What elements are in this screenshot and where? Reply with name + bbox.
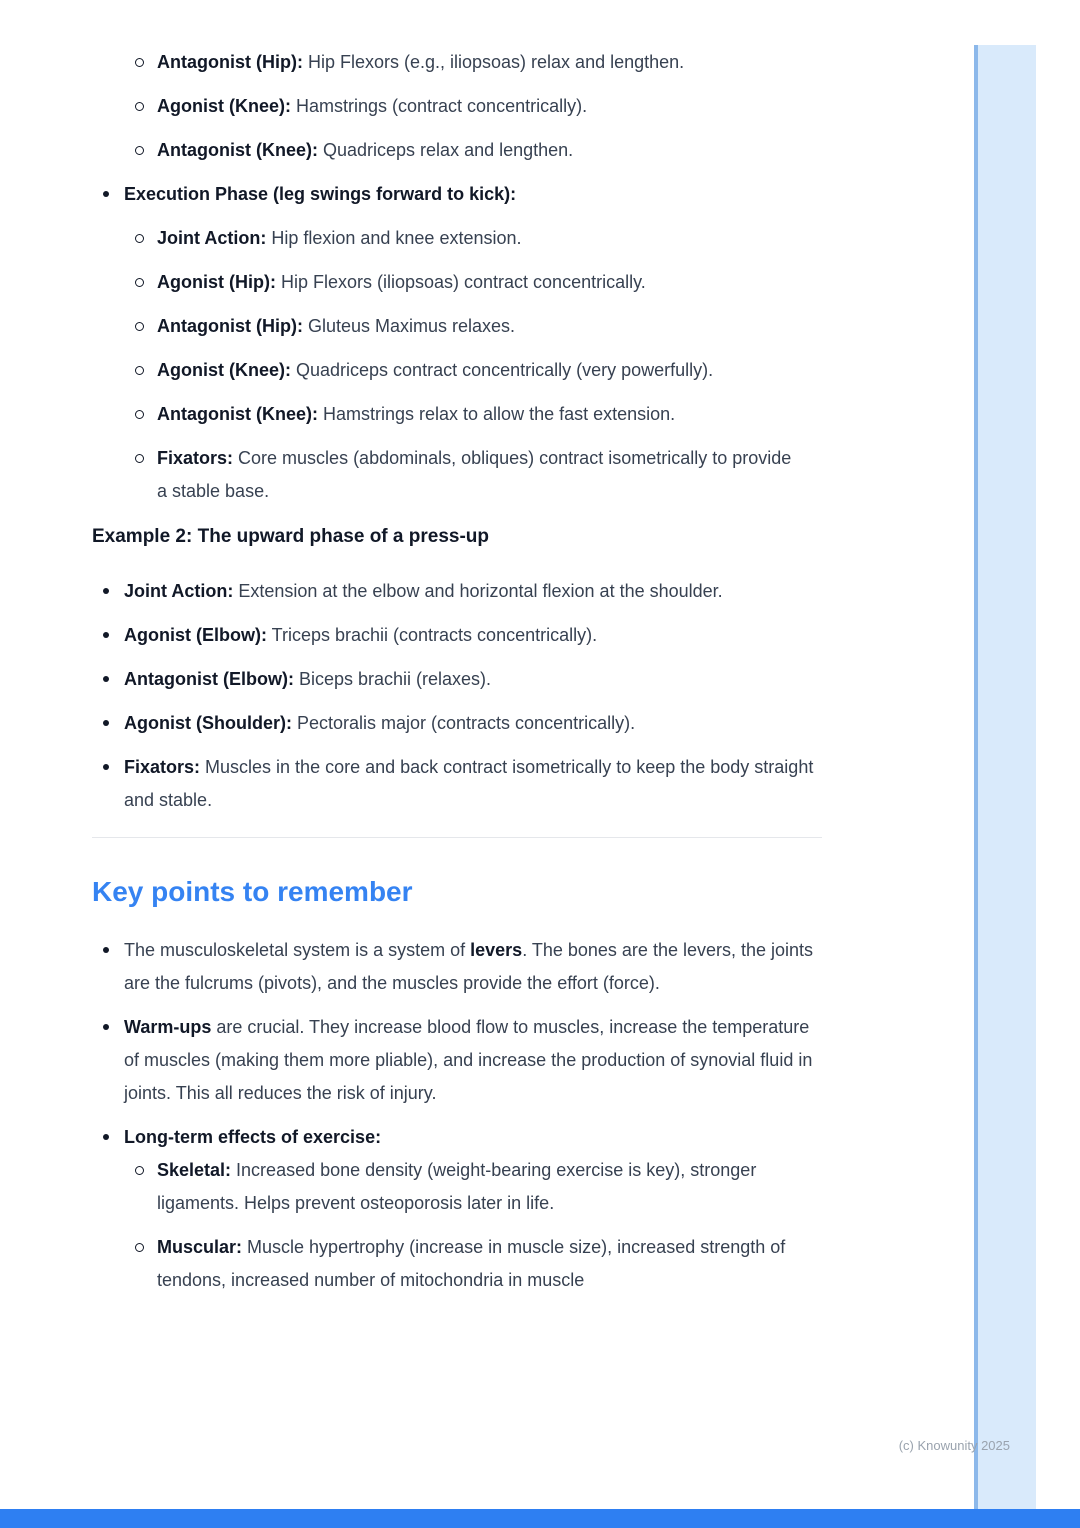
dot-bullet-icon — [92, 663, 124, 696]
item-post: Biceps brachii (relaxes). — [293, 669, 492, 689]
list-item — [134, 1154, 822, 1220]
list-item-text — [124, 619, 822, 652]
list-item — [92, 934, 822, 1000]
list-item-text — [124, 934, 822, 1000]
sub-list — [134, 222, 822, 508]
list-item — [92, 707, 822, 740]
item-post: Increased bone density (weight-bearing exercise is key), stronger ligaments. Helps prevent osteoporosis later in life. — [157, 1160, 757, 1213]
item-post: Gluteus Maximus relaxes. — [302, 316, 516, 336]
content-area — [92, 46, 822, 1308]
list-item-text — [157, 442, 822, 508]
dot-bullet-icon — [92, 1121, 124, 1154]
circle-bullet-icon — [134, 134, 157, 167]
list-item-text — [157, 310, 822, 343]
circle-bullet-icon — [134, 266, 157, 299]
item-bold: Antagonist (Hip): — [157, 52, 303, 72]
list-item — [134, 310, 822, 343]
list-item — [134, 46, 822, 79]
circle-bullet-icon — [134, 398, 157, 431]
item-post: Quadriceps contract concentrically (very powerfully). — [291, 360, 714, 380]
item-bold: Skeletal: — [157, 1160, 232, 1180]
item-post: Core muscles (abdominals, obliques) contract isometrically to provide a stable base. — [157, 448, 792, 501]
item-post: Hamstrings (contract concentrically). — [291, 96, 588, 116]
item-post: Extension at the elbow and horizontal flexion at the shoulder. — [233, 581, 723, 601]
list-item — [134, 266, 822, 299]
list-item — [134, 442, 822, 508]
item-pre: The musculoskeletal system is a system of — [124, 940, 471, 960]
item-post: Quadriceps relax and lengthen. — [318, 140, 574, 160]
circle-bullet-icon — [134, 354, 157, 387]
item-bold: Agonist (Shoulder): — [124, 713, 292, 733]
scrollbar-track[interactable] — [978, 45, 1036, 1509]
list-item-text — [157, 398, 822, 431]
item-bold: Agonist (Hip): — [157, 272, 276, 292]
section-divider — [92, 837, 822, 838]
item-bold: levers — [470, 940, 523, 960]
circle-bullet-icon — [134, 310, 157, 343]
list-item-text — [157, 134, 822, 167]
key-points-heading: Key points to remember — [92, 876, 413, 907]
example2-heading: Example 2: The upward phase of a press-up — [92, 526, 489, 547]
item-bold: Antagonist (Knee): — [157, 140, 318, 160]
dot-bullet-icon — [92, 934, 124, 1000]
item-bold: Agonist (Knee): — [157, 96, 291, 116]
example2-list — [92, 575, 822, 817]
sub-list — [134, 1154, 822, 1297]
list-item-text — [124, 178, 822, 211]
dot-bullet-icon — [92, 575, 124, 608]
item-post: . The bones are the levers, the joints are the fulcrums (pivots), and the muscles provide the effort (force). — [124, 940, 814, 993]
item-bold: Fixators: — [124, 757, 201, 777]
list-item-text — [124, 663, 822, 696]
list-item-text — [157, 90, 822, 123]
circle-bullet-icon — [134, 442, 157, 508]
item-post: Muscles in the core and back contract isometrically to keep the body straight and stable. — [124, 757, 814, 810]
item-bold: Joint Action: — [157, 228, 267, 248]
item-bold: Agonist (Knee): — [157, 360, 291, 380]
list-item-text — [157, 46, 822, 79]
dot-bullet-icon — [92, 1011, 124, 1110]
circle-bullet-icon — [134, 222, 157, 255]
list-item-text — [157, 354, 822, 387]
item-bold: Agonist (Elbow): — [124, 625, 267, 645]
list-item — [134, 134, 822, 167]
list-item-long-term-effects — [92, 1121, 822, 1154]
item-bold: Antagonist (Knee): — [157, 404, 318, 424]
item-post: are crucial. They increase blood flow to muscles, increase the temperature of muscles (making them more pliable), and increase the production of synovial fluid in joints. This all reduces the risk of injury. — [124, 1017, 813, 1103]
circle-bullet-icon — [134, 1154, 157, 1220]
item-post: Hip flexion and knee extension. — [266, 228, 522, 248]
item-post: Muscle hypertrophy (increase in muscle size), increased strength of tendons, increased number of mitochondria in muscle — [157, 1237, 786, 1290]
list-item-text — [124, 1121, 822, 1154]
list-item-text — [124, 1011, 822, 1110]
item-bold: Fixators: — [157, 448, 234, 468]
list-item — [134, 398, 822, 431]
list-item — [134, 1231, 822, 1297]
list-item — [134, 354, 822, 387]
item-post: Hip Flexors (e.g., iliopsoas) relax and lengthen. — [302, 52, 685, 72]
list-item-text — [157, 1231, 822, 1297]
list-item-text — [157, 222, 822, 255]
dot-bullet-icon — [92, 707, 124, 740]
item-post: Pectoralis major (contracts concentrically). — [291, 713, 636, 733]
list-item-text — [124, 751, 822, 817]
list-item-text — [157, 266, 822, 299]
list-item-text — [157, 1154, 822, 1220]
list-item — [92, 1011, 822, 1110]
circle-bullet-icon — [134, 46, 157, 79]
list-item — [92, 619, 822, 652]
item-bold: Execution Phase (leg swings forward to kick): — [124, 184, 517, 204]
circle-bullet-icon — [134, 90, 157, 123]
bottom-accent-bar — [0, 1509, 1080, 1528]
item-post: Hamstrings relax to allow the fast extension. — [318, 404, 676, 424]
sub-list — [134, 46, 822, 167]
item-bold: Joint Action: — [124, 581, 234, 601]
item-bold: Long-term effects of exercise: — [124, 1127, 382, 1147]
item-post: Triceps brachii (contracts concentrically). — [266, 625, 598, 645]
dot-bullet-icon — [92, 751, 124, 817]
item-post: Hip Flexors (iliopsoas) contract concentrically. — [275, 272, 646, 292]
list-item — [92, 663, 822, 696]
list-item — [92, 751, 822, 817]
list-item — [134, 222, 822, 255]
list-item — [92, 575, 822, 608]
list-item — [134, 90, 822, 123]
footer-credit: (c) Knowunity 2025 — [898, 1438, 1010, 1453]
item-bold: Antagonist (Elbow): — [124, 669, 294, 689]
page-edge-line — [974, 45, 978, 1509]
item-bold: Antagonist (Hip): — [157, 316, 303, 336]
list-item-text — [124, 707, 822, 740]
item-bold: Muscular: — [157, 1237, 243, 1257]
list-item-text — [124, 575, 822, 608]
key-points-list — [92, 934, 822, 1297]
dot-bullet-icon — [92, 619, 124, 652]
circle-bullet-icon — [134, 1231, 157, 1297]
dot-bullet-icon — [92, 178, 124, 211]
list-item-execution-phase — [92, 178, 822, 211]
item-bold: Warm-ups — [124, 1017, 212, 1037]
